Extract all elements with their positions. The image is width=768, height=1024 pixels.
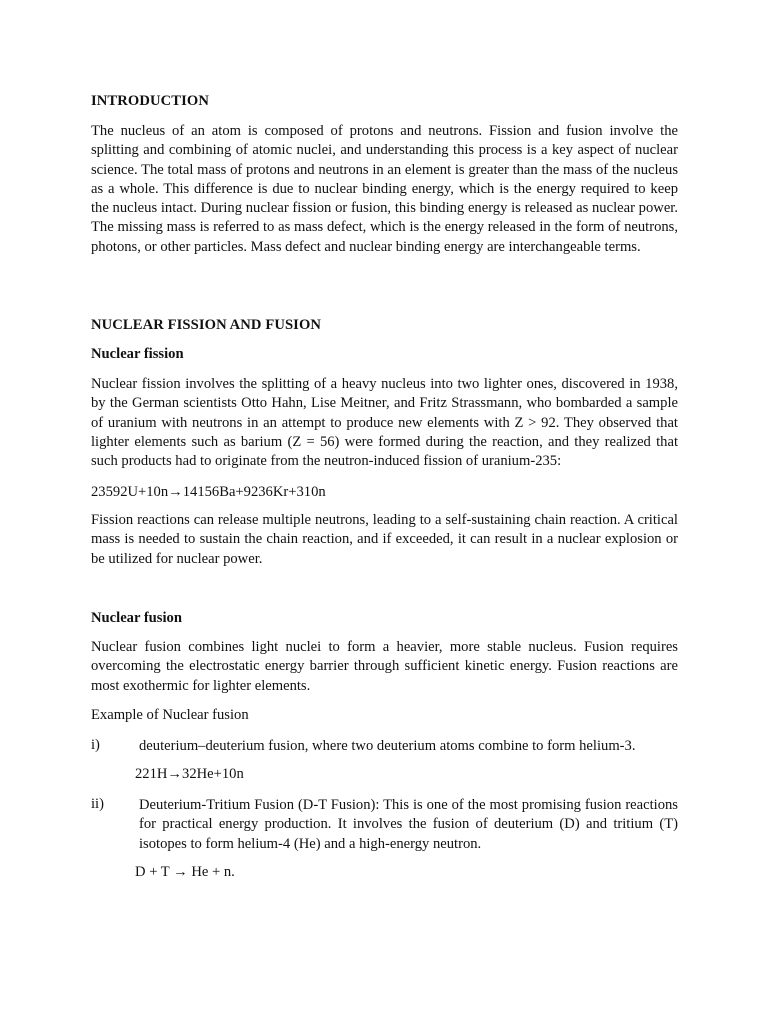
subheading-nuclear-fission: Nuclear fission [91,346,184,362]
subheading-nuclear-fusion: Nuclear fusion [91,610,182,626]
fusion-example-label: Example of Nuclear fusion [91,707,249,723]
intro-paragraph: The nucleus of an atom is composed of protons and neutrons. Fission and fusion involve the splitting and combining of atomic nuclei, and understanding this process is a key aspect of nuclear science. The total mass of protons and neutrons in an element is greater than the mass of the nucleus as a whole. This difference is due to nuclear binding energy, which is the energy required to keep the nucleus intact. During nuclear fission or fusion, this binding energy is released as nuclear power. The missing mass is referred to as mass defect, which is the energy released in the form of neutrons, photons, or other particles. Mass defect and nuclear binding energy are interchangeable terms. [91,123,678,255]
list-item-number: i) [91,737,100,753]
section-heading-introduction: INTRODUCTION [91,93,209,109]
list-item-equation: 221H→32He+10n [135,766,244,782]
fission-paragraph: Nuclear fission involves the splitting of a heavy nucleus into two lighter ones, discovered in 1938, by the German scientists Otto Hahn, Lise Meitner, and Fritz Strassmann, who bombarded a sample of uranium with neutrons in an attempt to produce new elements with Z > 92. They observed that lighter elements such as barium (Z = 56) were formed during the reaction, and they realized that such products had to originate from the neutron-induced fission of uranium-235: [91,376,678,470]
fission-paragraph-2: Fission reactions can release multiple neutrons, leading to a self-sustaining chain reaction. A critical mass is needed to sustain the chain reaction, and if exceeded, it can result in a nuclear explosion or be utilized for nuclear power. [91,512,678,567]
fission-equation: 23592U+10n→14156Ba+9236Kr+310n [91,484,326,500]
list-item-text: deuterium–deuterium fusion, where two deuterium atoms combine to form helium-3. [139,738,636,754]
fusion-paragraph: Nuclear fusion combines light nuclei to form a heavier, more stable nucleus. Fusion requires overcoming the electrostatic energy barrier through sufficient kinetic energy. Fusion reactions are most exothermic for lighter elements. [91,639,678,694]
list-item-text: Deuterium-Tritium Fusion (D-T Fusion): This is one of the most promising fusion reactions for practical energy production. It involves the fusion of deuterium (D) and tritium (T) isotopes to form helium-4 (He) and a high-energy neutron. [139,797,678,852]
list-item-number: ii) [91,796,104,812]
list-item-equation: D + T → He + n. [135,864,235,880]
section-heading-fission-fusion: NUCLEAR FISSION AND FUSION [91,317,322,333]
